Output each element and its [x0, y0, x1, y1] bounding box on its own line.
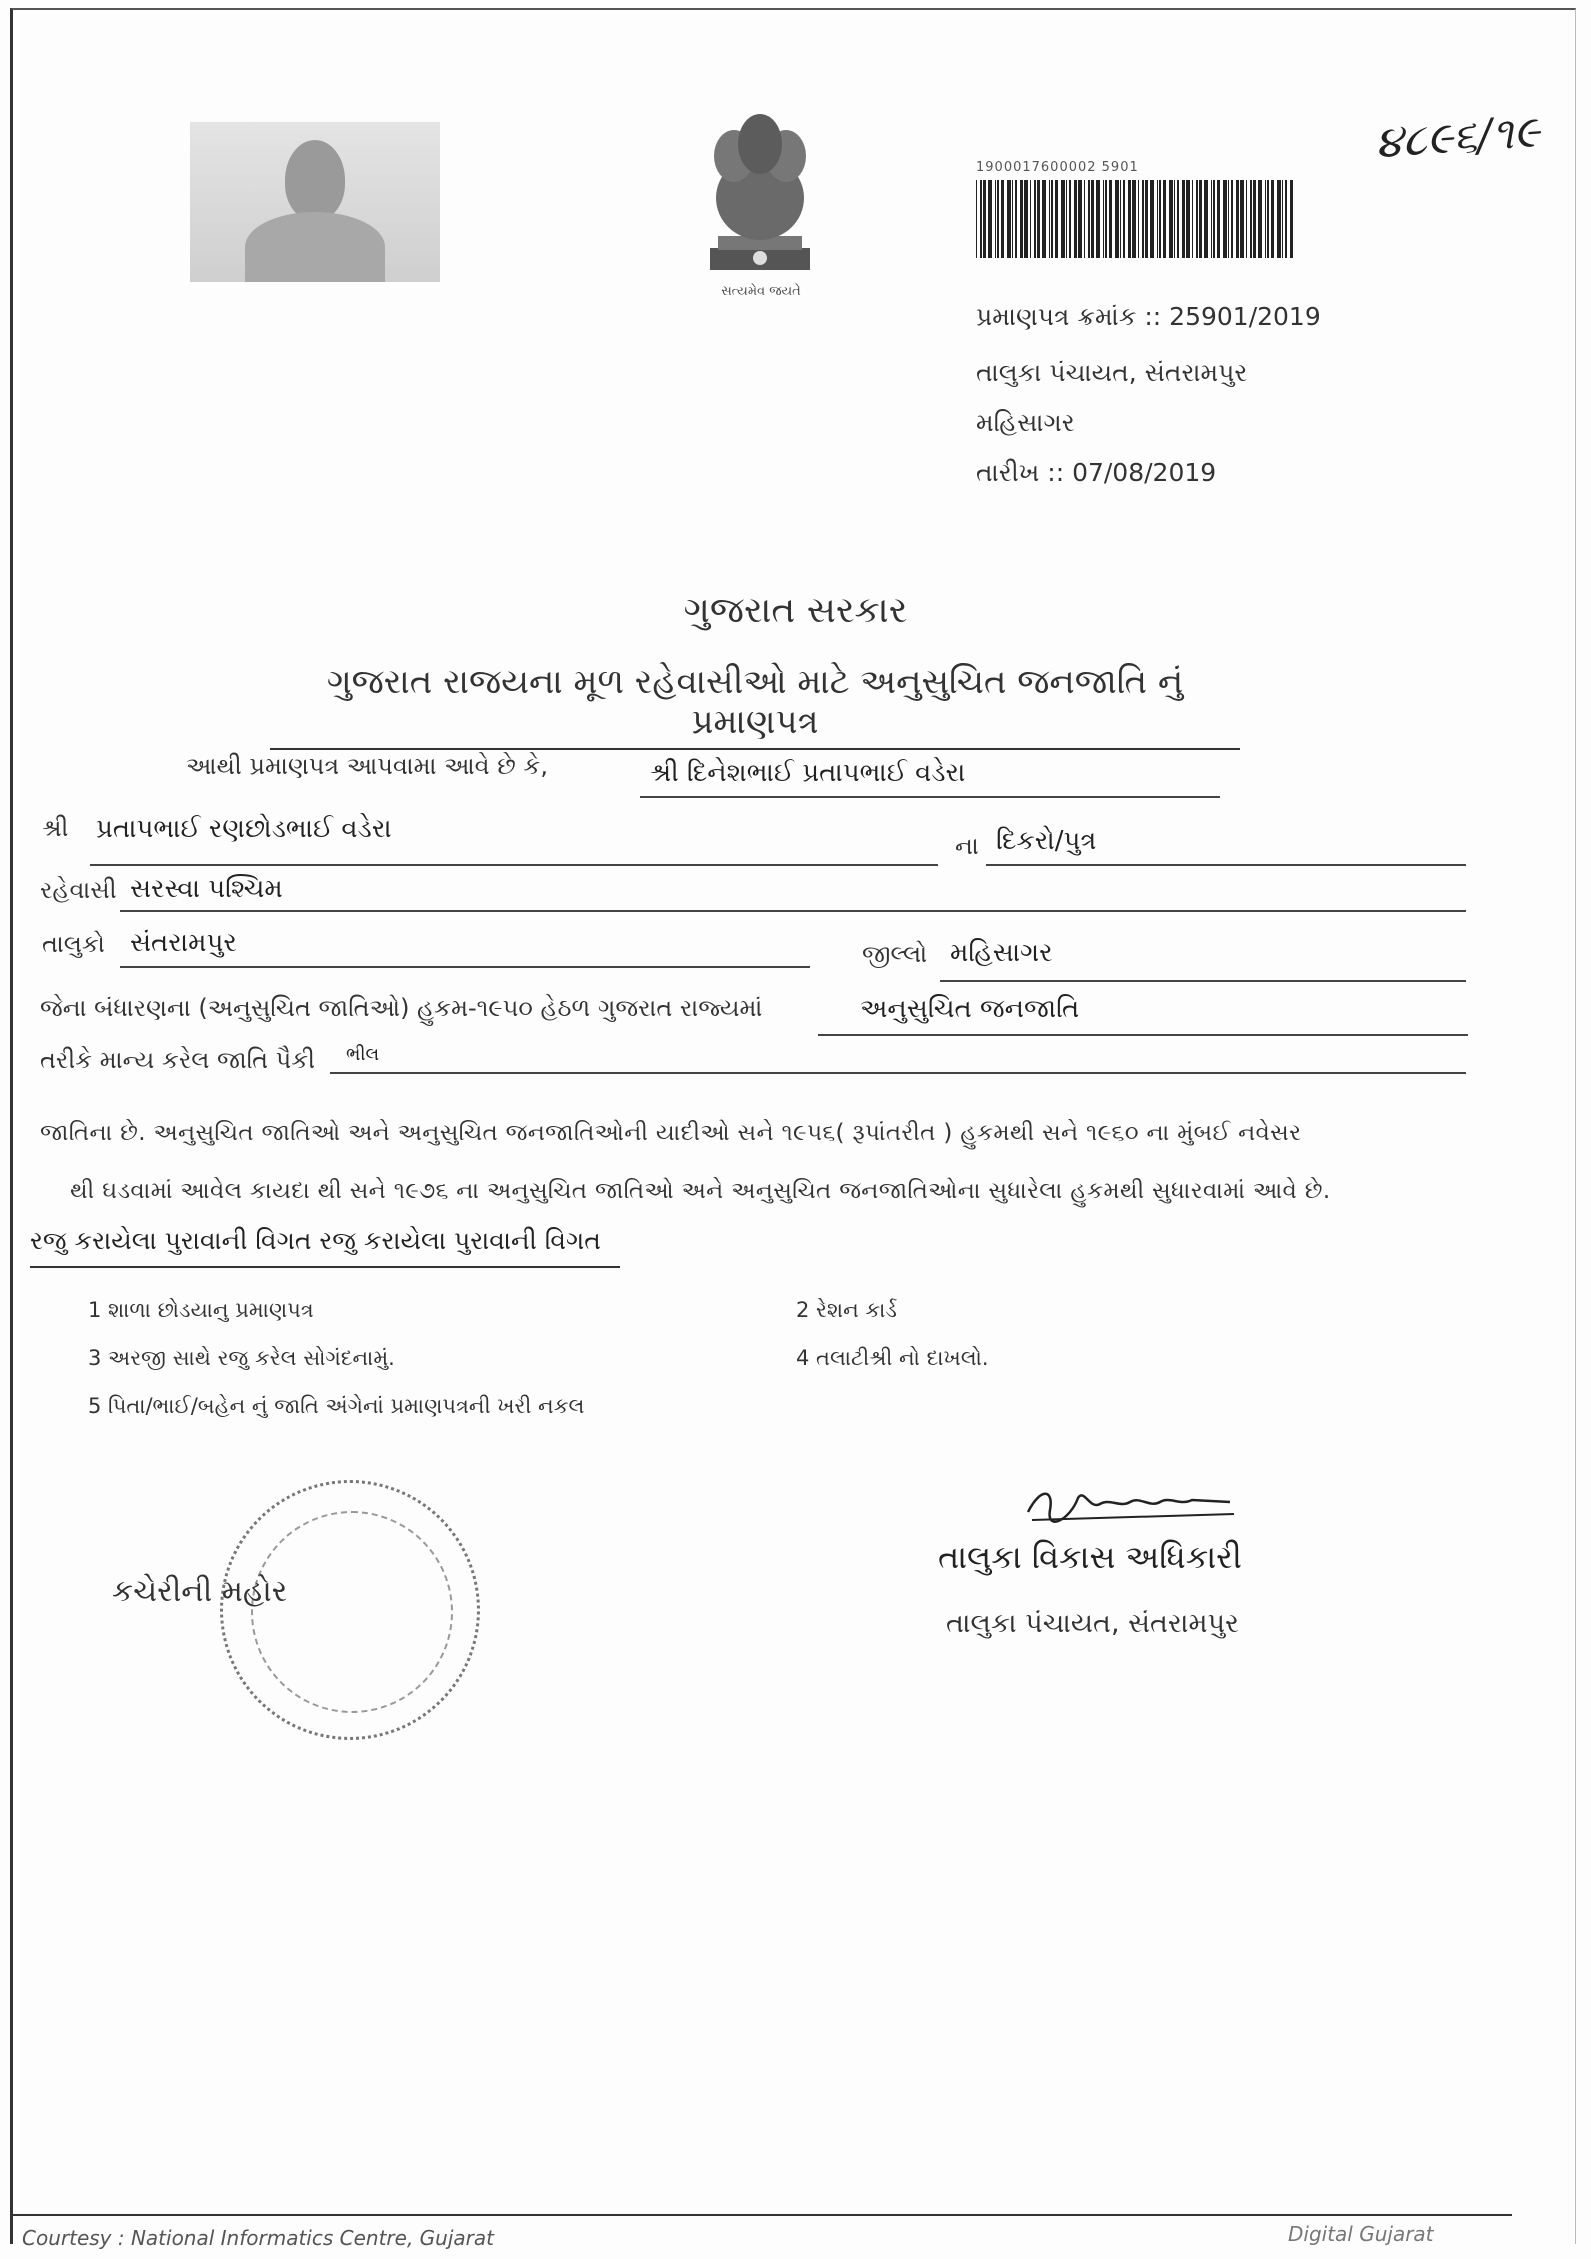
national-emblem-icon	[700, 108, 820, 288]
father-name: પ્રતાપભાઈ રણછોડભાઈ વડેરા	[96, 814, 392, 844]
certificate-heading: ગુજરાત રાજયના મૂળ રહેવાસીઓ માટે અનુસુચિત જનજાતિ નું પ્રમાણપત્ર	[270, 662, 1240, 750]
footer-courtesy: Courtesy : National Informatics Centre, Gujarat	[22, 2226, 494, 2250]
barcode-bar	[1051, 180, 1053, 258]
category-underline	[818, 1034, 1468, 1036]
issue-date: તારીખ :: 07/08/2019	[976, 458, 1217, 487]
barcode-bar	[1012, 180, 1013, 258]
barcode-bar	[1285, 180, 1287, 258]
district-label: જીલ્લો	[862, 940, 928, 968]
barcode-bar	[1250, 180, 1252, 258]
district-value: મહિસાગર	[950, 938, 1053, 968]
evidence-item: 2 રેશન કાર્ડ	[796, 1298, 897, 1322]
barcode-bar	[1120, 180, 1121, 258]
barcode-bar	[1199, 180, 1202, 258]
barcode-bar	[1157, 180, 1158, 258]
barcode-bar	[1084, 180, 1085, 258]
evidence-item: 4 તલાટીશ્રી નો દાખલો.	[796, 1346, 989, 1370]
barcode-bar	[1096, 180, 1100, 258]
barcode-bar	[1128, 180, 1131, 258]
father-prefix: શ્રી	[42, 814, 69, 842]
barcode-bar	[1271, 180, 1274, 258]
barcode	[976, 180, 1296, 258]
barcode-bar	[1204, 180, 1208, 258]
barcode-bar	[1132, 180, 1136, 258]
barcode-bar	[1211, 180, 1212, 258]
barcode-bar	[976, 180, 977, 258]
barcode-bar	[1150, 180, 1154, 258]
taluka-label: તાલુકો	[42, 930, 105, 958]
officer-title: તાલુકા વિકાસ અધિકારી	[938, 1538, 1242, 1576]
relation-underline	[986, 864, 1466, 866]
barcode-bar	[1196, 180, 1198, 258]
barcode-bar	[1258, 180, 1262, 258]
paragraph-line-1: જાતિના છે. અનુસુચિત જાતિઓ અને અનુસુચિત જનજાતિઓની યાદીઓ સને ૧૯૫૬( રૂપાંતરીત ) હુકમથી સને ૧૯૬૦ ના મુંબઈ નવેસર	[40, 1120, 1302, 1146]
barcode-bar	[1138, 180, 1139, 258]
seal-inner-ring	[251, 1511, 453, 1713]
barcode-bar	[1078, 180, 1082, 258]
issuing-office: તાલુકા પંચાયત, સંતરામપુર	[976, 358, 1248, 387]
barcode-bar	[1030, 180, 1031, 258]
barcode-bar	[1015, 180, 1017, 258]
barcode-bar	[1231, 180, 1233, 258]
barcode-bar	[1265, 180, 1266, 258]
barcode-bar	[1177, 180, 1179, 258]
office-seal-label: કચેરીની મહોર	[112, 1574, 288, 1609]
barcode-bar	[1105, 180, 1107, 258]
barcode-bar	[1174, 180, 1175, 258]
barcode-bar	[1169, 180, 1173, 258]
barcode-bar	[1192, 180, 1193, 258]
barcode-bar	[1217, 180, 1220, 258]
barcode-bar	[1290, 180, 1293, 258]
barcode-bar	[1024, 180, 1028, 258]
barcode-bar	[983, 180, 986, 258]
barcode-bar	[1213, 180, 1215, 258]
order-label: જેના બંધારણના (અનુસુચિત જાતિઓ) હુકમ-૧૯૫૦ હેઠળ ગુજરાત રાજ્યમાં	[40, 994, 763, 1022]
residence-label: રહેવાસી	[40, 876, 117, 904]
barcode-bar	[1055, 180, 1058, 258]
barcode-bar	[1034, 180, 1036, 258]
barcode-number: 1900017600002 5901	[976, 160, 1139, 175]
applicant-photo	[190, 122, 440, 282]
caste-label: તરીકે માન્ય કરેલ જાતિ પૈકી	[40, 1046, 316, 1074]
barcode-bar	[1049, 180, 1050, 258]
barcode-bar	[1115, 180, 1119, 258]
barcode-bar	[1267, 180, 1269, 258]
barcode-bar	[1228, 180, 1229, 258]
caste-underline	[330, 1072, 1466, 1074]
barcode-bar	[1061, 180, 1065, 258]
holder-name: શ્રી દિનેશભાઈ પ્રતાપભાઈ વડેરા	[650, 758, 966, 788]
taluka: સંતરામપુર	[130, 928, 237, 958]
footer-brand: Digital Gujarat	[1288, 2222, 1434, 2246]
barcode-bar	[1282, 180, 1283, 258]
handwritten-number: ૪૮૯૬/૧૯	[1373, 106, 1542, 169]
evidence-item: 3 અરજી સાથે રજુ કરેલ સોગંદનામું.	[88, 1346, 395, 1370]
barcode-bar	[1007, 180, 1011, 258]
barcode-bar	[1223, 180, 1227, 258]
barcode-bar	[1182, 180, 1185, 258]
photo-head	[285, 140, 345, 220]
barcode-bar	[1145, 180, 1148, 258]
barcode-bar	[980, 180, 982, 258]
barcode-bar	[1236, 180, 1239, 258]
category: અનુસુચિત જનજાતિ	[860, 994, 1080, 1024]
barcode-bar	[1088, 180, 1090, 258]
officer-signature	[1020, 1480, 1240, 1530]
caste: ભીલ	[346, 1044, 380, 1065]
office-seal-stamp	[220, 1480, 480, 1740]
barcode-bar	[1069, 180, 1071, 258]
barcode-bar	[1066, 180, 1067, 258]
emblem-caption: સત્યમેવ જયતે	[721, 284, 801, 299]
officer-office: તાલુકા પંચાયત, સંતરામપુર	[946, 1608, 1239, 1639]
holder-name-underline	[640, 796, 1220, 798]
barcode-bar	[1123, 180, 1125, 258]
issuing-district: મહિસાગર	[976, 408, 1075, 437]
barcode-bar	[1091, 180, 1094, 258]
footer-rule	[12, 2214, 1512, 2216]
evidence-item: 5 પિતા/ભાઈ/બહેન નું જાતિ અંગેનાં પ્રમાણપત્રની ખરી નકલ	[88, 1394, 585, 1418]
barcode-bar	[1020, 180, 1023, 258]
barcode-bar	[995, 180, 996, 258]
barcode-bar	[1246, 180, 1247, 258]
residence-underline	[120, 910, 1466, 912]
barcode-bar	[1186, 180, 1190, 258]
photo-body	[245, 212, 385, 282]
barcode-bar	[1159, 180, 1161, 258]
barcode-bar	[988, 180, 992, 258]
barcode-bar	[997, 180, 999, 258]
barcode-bar	[1074, 180, 1077, 258]
barcode-bar	[1142, 180, 1144, 258]
taluka-underline	[120, 966, 810, 968]
evidence-title: રજુ કરાયેલા પુરાવાની વિગત રજુ કરાયેલા પુરાવાની વિગત	[30, 1226, 620, 1268]
barcode-bar	[1277, 180, 1281, 258]
district-underline	[940, 980, 1466, 982]
barcode-bar	[1103, 180, 1104, 258]
paragraph-line-2: થી ઘડવામાં આવેલ કાયદા થી સને ૧૯૭૬ ના અનુસુચિત જાતિઓ અને અનુસુચિત જનજાતિઓના સુધારેલા હુકમથી સુધારવામાં આવે છે.	[70, 1178, 1331, 1204]
barcode-bar	[1037, 180, 1040, 258]
father-name-underline	[90, 864, 938, 866]
government-title: ગુજરાત સરકાર	[683, 590, 908, 631]
barcode-bar	[1042, 180, 1046, 258]
certificate-number: પ્રમાણપત્ર ક્રમાંક :: 25901/2019	[976, 302, 1321, 331]
relation: દિકરો/પુત્ર	[996, 826, 1097, 856]
intro-label: આથી પ્રમાણપત્ર આપવામા આવે છે કે,	[186, 752, 548, 780]
barcode-bar	[1001, 180, 1004, 258]
barcode-bar	[1109, 180, 1112, 258]
barcode-bar	[1240, 180, 1244, 258]
barcode-bar	[1253, 180, 1256, 258]
evidence-item: 1 શાળા છોડયાનુ પ્રમાણપત્ર	[88, 1298, 314, 1322]
residence: સરસ્વા પશ્ચિમ	[130, 874, 283, 904]
barcode-bar	[1163, 180, 1166, 258]
relation-prefix: ના	[955, 832, 979, 860]
